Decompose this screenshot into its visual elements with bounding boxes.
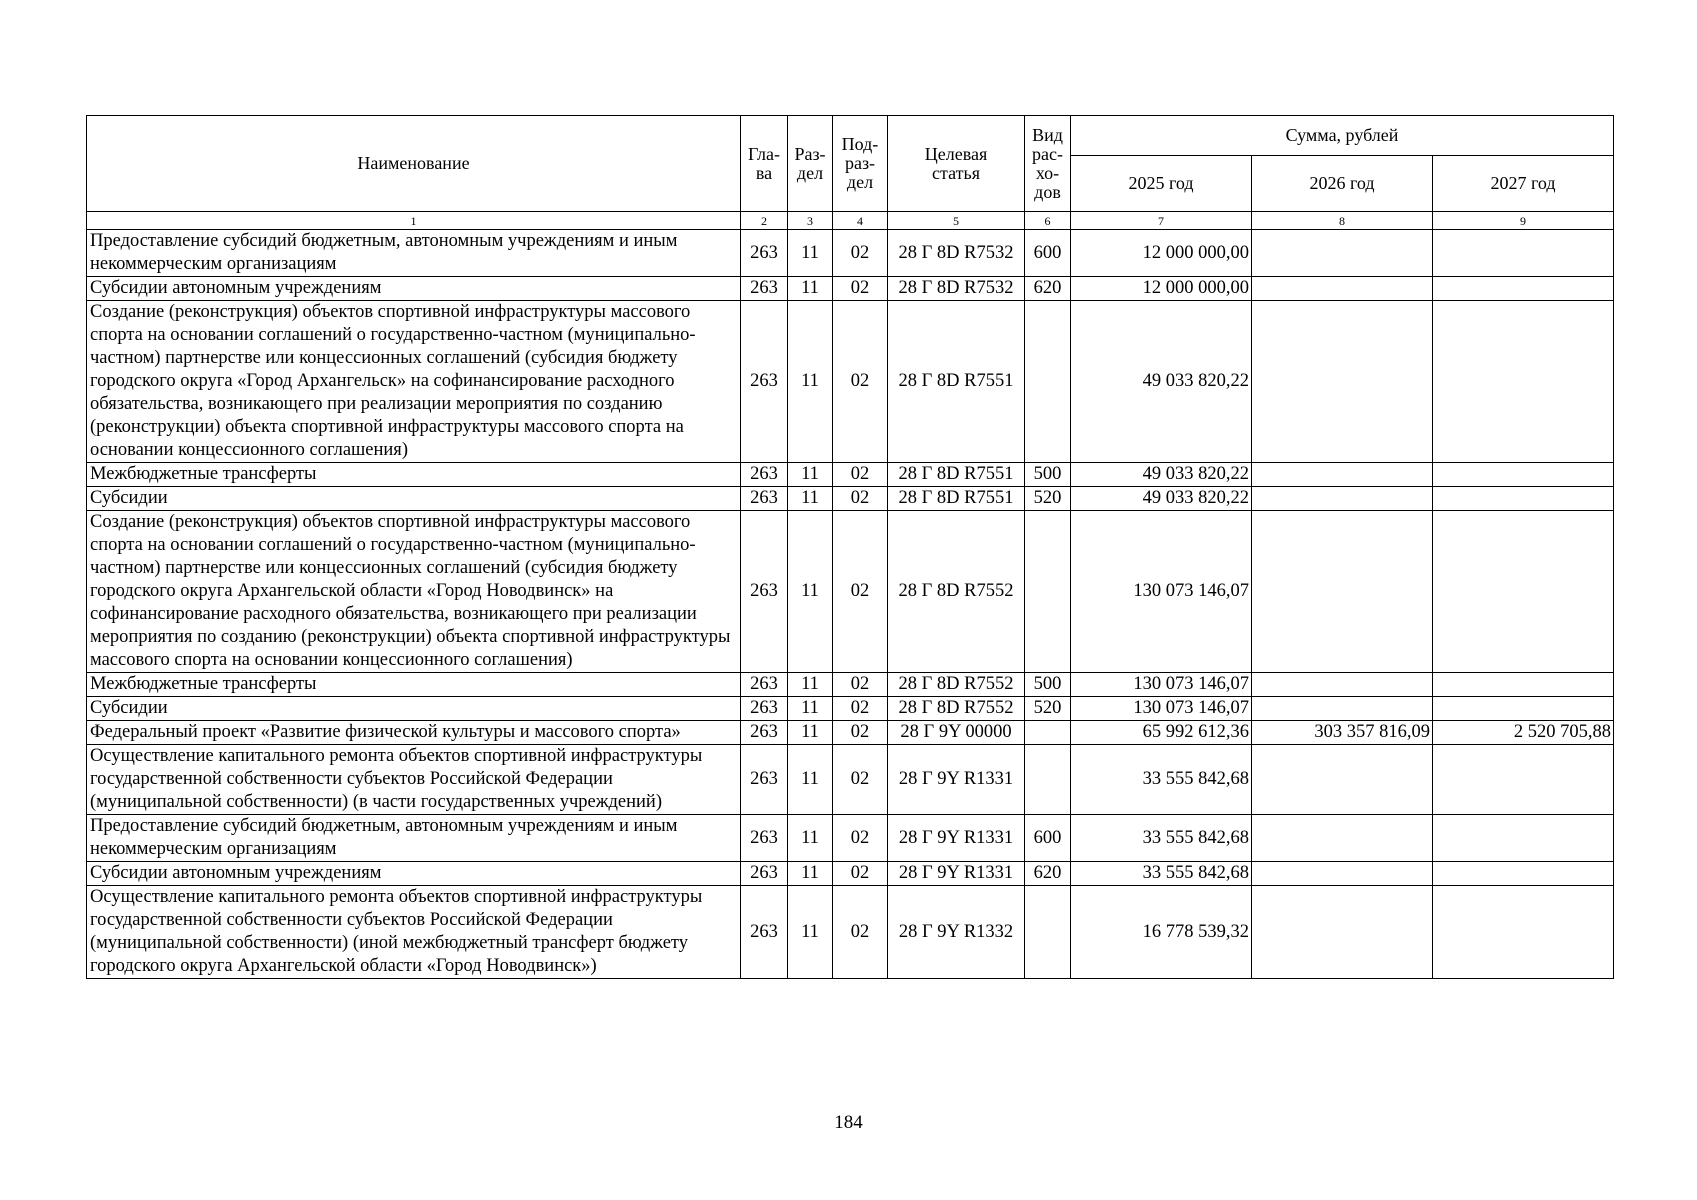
cell-name: Субсидии [87, 697, 741, 721]
cell-podrazdel: 02 [833, 301, 888, 463]
cell-vid-rashodov: 620 [1025, 862, 1071, 886]
cell-podrazdel: 02 [833, 886, 888, 979]
cell-name: Предоставление субсидий бюджетным, автономным учреждениям и иным некоммерческим организациям [87, 815, 741, 862]
column-number: 8 [1252, 212, 1433, 230]
cell-celevaya-statya: 28 Г 9Y R1331 [888, 862, 1025, 886]
table-header [87, 116, 1614, 230]
cell-razdel: 11 [788, 721, 833, 745]
cell-vid-rashodov [1025, 745, 1071, 815]
cell-glava: 263 [741, 230, 788, 277]
cell-sum-2027 [1433, 277, 1614, 301]
cell-sum-2026 [1252, 815, 1433, 862]
cell-vid-rashodov: 500 [1025, 463, 1071, 487]
header-razdel: Раз- дел [788, 116, 833, 212]
cell-celevaya-statya: 28 Г 8D R7551 [888, 487, 1025, 511]
cell-glava: 263 [741, 487, 788, 511]
cell-podrazdel: 02 [833, 511, 888, 673]
cell-sum-2025: 33 555 842,68 [1071, 862, 1252, 886]
column-number: 5 [888, 212, 1025, 230]
cell-sum-2026: 303 357 816,09 [1252, 721, 1433, 745]
cell-vid-rashodov [1025, 886, 1071, 979]
cell-name: Создание (реконструкция) объектов спортивной инфраструктуры массового спорта на основании соглашений о государственно-частном (муниципально-частном) партнерстве или концессионных соглашений (субсидия бюджету городского округа «Город Архангельск» на софинансирование расходного обязательства, возникающего при реализации мероприятия по созданию (реконструкции) объекта спортивной инфраструктуры массового спорта на основании концессионного соглашения) [87, 301, 741, 463]
column-number: 7 [1071, 212, 1252, 230]
table-row [87, 697, 1614, 721]
cell-sum-2026 [1252, 745, 1433, 815]
cell-celevaya-statya: 28 Г 9Y R1331 [888, 745, 1025, 815]
cell-sum-2026 [1252, 511, 1433, 673]
cell-sum-2025: 130 073 146,07 [1071, 697, 1252, 721]
cell-sum-2025: 12 000 000,00 [1071, 277, 1252, 301]
cell-glava: 263 [741, 673, 788, 697]
cell-razdel: 11 [788, 463, 833, 487]
cell-sum-2027 [1433, 487, 1614, 511]
cell-sum-2025: 65 992 612,36 [1071, 721, 1252, 745]
cell-razdel: 11 [788, 862, 833, 886]
page-number: 184 [834, 1112, 863, 1133]
cell-razdel: 11 [788, 886, 833, 979]
cell-glava: 263 [741, 277, 788, 301]
cell-vid-rashodov: 600 [1025, 230, 1071, 277]
cell-sum-2026 [1252, 230, 1433, 277]
cell-sum-2025: 130 073 146,07 [1071, 673, 1252, 697]
cell-sum-2025: 33 555 842,68 [1071, 815, 1252, 862]
cell-sum-2026 [1252, 886, 1433, 979]
column-number: 9 [1433, 212, 1614, 230]
header-celevaya: Целевая статья [888, 116, 1025, 212]
cell-razdel: 11 [788, 277, 833, 301]
cell-sum-2025: 33 555 842,68 [1071, 745, 1252, 815]
cell-celevaya-statya: 28 Г 8D R7551 [888, 463, 1025, 487]
budget-table-container [86, 115, 1613, 979]
cell-name: Создание (реконструкция) объектов спортивной инфраструктуры массового спорта на основании соглашений о государственно-частном (муниципально-частном) партнерстве или концессионных соглашений (субсидия бюджету городского округа Архангельской области «Город Новодвинск» на софинансирование расходного обязательства, возникающего при реализации мероприятия по созданию (реконструкции) объекта спортивной инфраструктуры массового спорта на основании концессионного соглашения) [87, 511, 741, 673]
column-number: 6 [1025, 212, 1071, 230]
cell-sum-2026 [1252, 277, 1433, 301]
cell-glava: 263 [741, 721, 788, 745]
cell-celevaya-statya: 28 Г 9Y 00000 [888, 721, 1025, 745]
cell-vid-rashodov: 620 [1025, 277, 1071, 301]
cell-sum-2025: 12 000 000,00 [1071, 230, 1252, 277]
cell-sum-2027 [1433, 673, 1614, 697]
cell-sum-2027 [1433, 886, 1614, 979]
table-row [87, 721, 1614, 745]
cell-name: Осуществление капитального ремонта объектов спортивной инфраструктуры государственной собственности субъектов Российской Федерации (муниципальной собственности) (иной межбюджетный трансферт бюджету городского округа Архангельской области «Город Новодвинск») [87, 886, 741, 979]
cell-name: Федеральный проект «Развитие физической культуры и массового спорта» [87, 721, 741, 745]
table-row [87, 862, 1614, 886]
cell-razdel: 11 [788, 487, 833, 511]
cell-razdel: 11 [788, 697, 833, 721]
cell-name: Субсидии автономным учреждениям [87, 277, 741, 301]
table-row [87, 886, 1614, 979]
cell-sum-2027 [1433, 463, 1614, 487]
cell-sum-2025: 49 033 820,22 [1071, 487, 1252, 511]
cell-podrazdel: 02 [833, 697, 888, 721]
header-2027: 2027 год [1433, 156, 1614, 212]
cell-sum-2027 [1433, 301, 1614, 463]
cell-celevaya-statya: 28 Г 8D R7532 [888, 277, 1025, 301]
cell-sum-2025: 49 033 820,22 [1071, 301, 1252, 463]
cell-name: Предоставление субсидий бюджетным, автономным учреждениям и иным некоммерческим организациям [87, 230, 741, 277]
header-2025: 2025 год [1071, 156, 1252, 212]
cell-sum-2025: 130 073 146,07 [1071, 511, 1252, 673]
cell-name: Межбюджетные трансферты [87, 673, 741, 697]
cell-celevaya-statya: 28 Г 8D R7551 [888, 301, 1025, 463]
cell-sum-2027 [1433, 697, 1614, 721]
cell-celevaya-statya: 28 Г 8D R7552 [888, 673, 1025, 697]
cell-podrazdel: 02 [833, 673, 888, 697]
cell-glava: 263 [741, 511, 788, 673]
header-2026: 2026 год [1252, 156, 1433, 212]
cell-sum-2027 [1433, 230, 1614, 277]
column-number: 4 [833, 212, 888, 230]
header-name: Наименование [87, 116, 741, 212]
cell-vid-rashodov: 520 [1025, 697, 1071, 721]
cell-celevaya-statya: 28 Г 9Y R1332 [888, 886, 1025, 979]
cell-podrazdel: 02 [833, 277, 888, 301]
cell-vid-rashodov: 500 [1025, 673, 1071, 697]
cell-glava: 263 [741, 301, 788, 463]
header-podrazdel: Под- раз- дел [833, 116, 888, 212]
cell-sum-2027 [1433, 862, 1614, 886]
cell-name: Осуществление капитального ремонта объектов спортивной инфраструктуры государственной собственности субъектов Российской Федерации (муниципальной собственности) (в части государственных учреждений) [87, 745, 741, 815]
table-row [87, 301, 1614, 463]
cell-sum-2027: 2 520 705,88 [1433, 721, 1614, 745]
cell-razdel: 11 [788, 673, 833, 697]
cell-glava: 263 [741, 886, 788, 979]
table-row [87, 815, 1614, 862]
cell-sum-2026 [1252, 487, 1433, 511]
cell-sum-2026 [1252, 673, 1433, 697]
cell-vid-rashodov: 520 [1025, 487, 1071, 511]
table-body [87, 230, 1614, 979]
cell-razdel: 11 [788, 511, 833, 673]
table-row [87, 230, 1614, 277]
cell-glava: 263 [741, 697, 788, 721]
table-row [87, 673, 1614, 697]
cell-glava: 263 [741, 862, 788, 886]
cell-podrazdel: 02 [833, 487, 888, 511]
cell-razdel: 11 [788, 301, 833, 463]
cell-sum-2027 [1433, 511, 1614, 673]
cell-vid-rashodov [1025, 721, 1071, 745]
header-summa: Сумма, рублей [1071, 116, 1614, 156]
cell-vid-rashodov: 600 [1025, 815, 1071, 862]
cell-vid-rashodov [1025, 301, 1071, 463]
cell-glava: 263 [741, 745, 788, 815]
column-number: 3 [788, 212, 833, 230]
cell-razdel: 11 [788, 815, 833, 862]
cell-sum-2027 [1433, 815, 1614, 862]
cell-name: Субсидии автономным учреждениям [87, 862, 741, 886]
cell-sum-2026 [1252, 301, 1433, 463]
cell-sum-2025: 49 033 820,22 [1071, 463, 1252, 487]
header-vid: Вид рас- хо- дов [1025, 116, 1071, 212]
cell-celevaya-statya: 28 Г 8D R7552 [888, 697, 1025, 721]
cell-sum-2025: 16 778 539,32 [1071, 886, 1252, 979]
cell-podrazdel: 02 [833, 463, 888, 487]
header-glava: Гла- ва [741, 116, 788, 212]
table-row [87, 511, 1614, 673]
cell-celevaya-statya: 28 Г 8D R7552 [888, 511, 1025, 673]
cell-celevaya-statya: 28 Г 8D R7532 [888, 230, 1025, 277]
cell-podrazdel: 02 [833, 721, 888, 745]
cell-name: Межбюджетные трансферты [87, 463, 741, 487]
table-row [87, 277, 1614, 301]
cell-sum-2026 [1252, 463, 1433, 487]
cell-podrazdel: 02 [833, 862, 888, 886]
table-row [87, 487, 1614, 511]
column-numbers-row [87, 212, 1614, 230]
cell-podrazdel: 02 [833, 815, 888, 862]
cell-sum-2026 [1252, 862, 1433, 886]
cell-podrazdel: 02 [833, 745, 888, 815]
cell-sum-2026 [1252, 697, 1433, 721]
cell-razdel: 11 [788, 745, 833, 815]
column-number: 2 [741, 212, 788, 230]
budget-table [86, 115, 1614, 979]
cell-glava: 263 [741, 463, 788, 487]
table-row [87, 463, 1614, 487]
cell-razdel: 11 [788, 230, 833, 277]
cell-sum-2027 [1433, 745, 1614, 815]
cell-podrazdel: 02 [833, 230, 888, 277]
cell-name: Субсидии [87, 487, 741, 511]
cell-vid-rashodov [1025, 511, 1071, 673]
column-number: 1 [87, 212, 741, 230]
cell-glava: 263 [741, 815, 788, 862]
table-row [87, 745, 1614, 815]
cell-celevaya-statya: 28 Г 9Y R1331 [888, 815, 1025, 862]
